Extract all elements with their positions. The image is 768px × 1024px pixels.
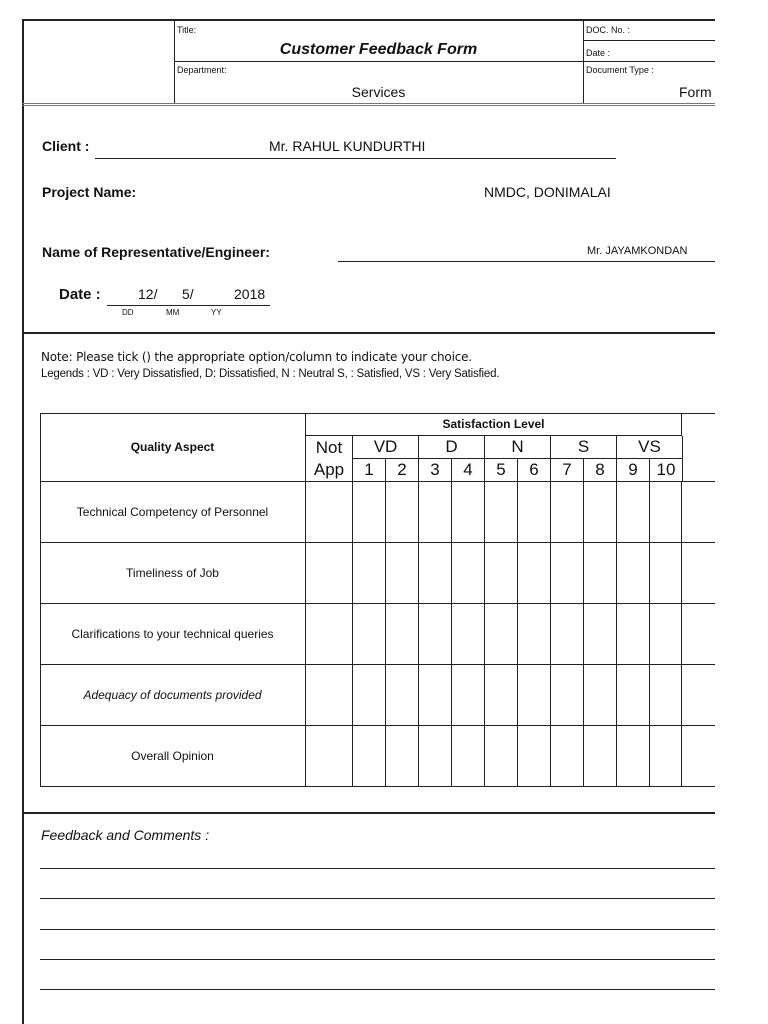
department-value: Services [351, 84, 406, 100]
score-header-3-text: 3 [430, 460, 440, 479]
group-header-vs [617, 436, 683, 459]
dd-caption: DD [122, 308, 134, 317]
yy-caption: YY [211, 308, 222, 317]
divider [22, 19, 24, 1024]
extra-cell [682, 665, 715, 726]
score-checkbox-cell[interactable] [452, 543, 485, 604]
score-header-3 [419, 459, 452, 482]
score-checkbox-cell[interactable] [452, 665, 485, 726]
not-app-header-top-text: Not [315, 437, 343, 457]
section-divider [22, 332, 715, 334]
score-header-9-text: 9 [628, 460, 638, 479]
score-header-8 [584, 459, 617, 482]
score-header-2-text: 2 [397, 460, 407, 479]
score-checkbox-cell[interactable] [485, 726, 518, 787]
quality-aspect-row-label-text: Clarifications to your technical queries [71, 627, 274, 641]
not-app-checkbox-cell[interactable] [306, 726, 353, 787]
extra-cell [682, 482, 715, 543]
doc-no-label: DOC. No. : [586, 25, 631, 35]
score-checkbox-cell[interactable] [518, 665, 551, 726]
not-app-header-top [306, 436, 353, 459]
quality-aspect-row-label-text: Adequacy of documents provided [83, 688, 262, 702]
score-checkbox-cell[interactable] [485, 665, 518, 726]
comment-line[interactable] [40, 898, 715, 899]
score-header-6 [518, 459, 551, 482]
score-checkbox-cell[interactable] [551, 604, 584, 665]
score-checkbox-cell[interactable] [386, 726, 419, 787]
score-checkbox-cell[interactable] [551, 726, 584, 787]
form-title: Customer Feedback Form [279, 41, 478, 58]
score-header-10 [650, 459, 683, 482]
score-checkbox-cell[interactable] [485, 543, 518, 604]
score-checkbox-cell[interactable] [617, 726, 650, 787]
satisfaction-level-header-text: Satisfaction Level [442, 417, 545, 431]
department-label: Department: [177, 65, 227, 75]
score-header-4-text: 4 [463, 460, 473, 479]
score-checkbox-cell[interactable] [419, 604, 452, 665]
score-checkbox-cell[interactable] [518, 726, 551, 787]
group-header-vs-text: VS [638, 437, 661, 456]
score-checkbox-cell[interactable] [551, 482, 584, 543]
quality-aspect-row-label [40, 604, 306, 665]
score-header-1-text: 1 [364, 460, 374, 479]
client-value[interactable]: Mr. RAHUL KUNDURTHI [269, 138, 426, 154]
project-label: Project Name: [42, 184, 137, 200]
group-header-s-text: S [577, 437, 590, 456]
note-text: Note: Please tick () the appropriate option/column to indicate your choice. [41, 350, 472, 364]
score-header-7 [551, 459, 584, 482]
score-checkbox-cell[interactable] [584, 665, 617, 726]
not-app-checkbox-cell[interactable] [306, 543, 353, 604]
representative-underline [338, 261, 715, 262]
extra-cell [682, 543, 715, 604]
score-header-5 [485, 459, 518, 482]
score-checkbox-cell[interactable] [386, 482, 419, 543]
not-app-checkbox-cell[interactable] [306, 482, 353, 543]
quality-aspect-header [40, 413, 306, 482]
quality-aspect-row-label-text: Technical Competency of Personnel [76, 505, 269, 519]
score-checkbox-cell[interactable] [650, 482, 682, 543]
section-divider [22, 812, 715, 814]
score-checkbox-cell[interactable] [518, 543, 551, 604]
score-header-1 [353, 459, 386, 482]
comment-line[interactable] [40, 959, 715, 960]
representative-label: Name of Representative/Engineer: [42, 244, 270, 260]
score-checkbox-cell[interactable] [419, 482, 452, 543]
quality-aspect-row-label [40, 543, 306, 604]
score-checkbox-cell[interactable] [518, 482, 551, 543]
score-checkbox-cell[interactable] [617, 665, 650, 726]
not-app-checkbox-cell[interactable] [306, 665, 353, 726]
score-checkbox-cell[interactable] [452, 726, 485, 787]
project-value[interactable]: NMDC, DONIMALAI [484, 184, 611, 200]
group-header-d [419, 436, 485, 459]
score-header-8-text: 8 [595, 460, 605, 479]
quality-aspect-header-text: Quality Aspect [130, 440, 215, 454]
extra-cell [682, 604, 715, 665]
doc-type-label: Document Type : [586, 65, 654, 75]
group-header-vd-text: VD [373, 437, 398, 456]
mm-caption: MM [166, 308, 180, 317]
group-header-d-text: D [445, 437, 458, 456]
score-checkbox-cell[interactable] [485, 482, 518, 543]
representative-value[interactable]: Mr. JAYAMKONDAN [587, 245, 688, 257]
score-checkbox-cell[interactable] [617, 482, 650, 543]
score-header-5-text: 5 [496, 460, 506, 479]
score-checkbox-cell[interactable] [650, 604, 682, 665]
client-label: Client : [42, 138, 90, 154]
score-checkbox-cell[interactable] [386, 665, 419, 726]
date-yy[interactable]: 2018 [234, 286, 266, 302]
group-header-n [485, 436, 551, 459]
client-underline [95, 158, 616, 159]
date-dd[interactable]: 12/ [138, 286, 158, 302]
divider [583, 40, 715, 41]
score-checkbox-cell[interactable] [452, 604, 485, 665]
group-header-vd [353, 436, 419, 459]
score-checkbox-cell[interactable] [650, 665, 682, 726]
not-app-header-bottom-text: App [313, 460, 345, 479]
score-checkbox-cell[interactable] [485, 604, 518, 665]
satisfaction-level-header [306, 413, 682, 436]
feedback-label: Feedback and Comments : [41, 827, 210, 843]
score-checkbox-cell[interactable] [353, 665, 386, 726]
score-checkbox-cell[interactable] [584, 604, 617, 665]
score-header-4 [452, 459, 485, 482]
divider [22, 19, 715, 21]
score-header-10-text: 10 [656, 460, 676, 479]
score-checkbox-cell[interactable] [419, 665, 452, 726]
comment-line[interactable] [40, 868, 715, 869]
score-checkbox-cell[interactable] [584, 726, 617, 787]
divider [174, 61, 715, 62]
quality-aspect-row-label-text: Timeliness of Job [126, 566, 219, 580]
quality-aspect-row-label-text: Overall Opinion [131, 749, 214, 763]
not-app-header-bottom [306, 459, 353, 482]
doc-type-value: Form [679, 84, 712, 100]
score-checkbox-cell[interactable] [386, 543, 419, 604]
extra-column-header [682, 413, 715, 482]
group-header-s [551, 436, 617, 459]
comment-line[interactable] [40, 929, 715, 930]
score-checkbox-cell[interactable] [353, 482, 386, 543]
extra-cell [682, 726, 715, 787]
quality-aspect-row-label [40, 726, 306, 787]
quality-aspect-row-label [40, 482, 306, 543]
score-checkbox-cell[interactable] [386, 604, 419, 665]
not-app-checkbox-cell[interactable] [306, 604, 353, 665]
quality-aspect-row-label [40, 665, 306, 726]
group-header-n-text: N [511, 437, 524, 456]
score-checkbox-cell[interactable] [584, 482, 617, 543]
date-underline [107, 305, 270, 306]
score-header-9 [617, 459, 650, 482]
divider [22, 103, 715, 106]
doc-date-label: Date : [586, 48, 611, 58]
score-checkbox-cell[interactable] [650, 543, 682, 604]
score-checkbox-cell[interactable] [353, 604, 386, 665]
score-checkbox-cell[interactable] [518, 604, 551, 665]
score-checkbox-cell[interactable] [353, 543, 386, 604]
score-checkbox-cell[interactable] [617, 604, 650, 665]
score-header-7-text: 7 [562, 460, 572, 479]
score-checkbox-cell[interactable] [419, 543, 452, 604]
comment-line[interactable] [40, 989, 715, 990]
score-checkbox-cell[interactable] [551, 543, 584, 604]
date-label: Date : [59, 286, 101, 303]
score-checkbox-cell[interactable] [551, 665, 584, 726]
score-checkbox-cell[interactable] [353, 726, 386, 787]
score-checkbox-cell[interactable] [617, 543, 650, 604]
legend-text: Legends : VD : Very Dissatisfied, D: Dissatisfied, N : Neutral S, : Satisfied, VS : Very Satisfied. [41, 368, 500, 380]
score-header-6-text: 6 [529, 460, 539, 479]
score-checkbox-cell[interactable] [452, 482, 485, 543]
score-checkbox-cell[interactable] [584, 543, 617, 604]
score-checkbox-cell[interactable] [650, 726, 682, 787]
score-checkbox-cell[interactable] [419, 726, 452, 787]
date-mm[interactable]: 5/ [182, 286, 194, 302]
title-label: Title: [177, 25, 197, 35]
score-header-2 [386, 459, 419, 482]
